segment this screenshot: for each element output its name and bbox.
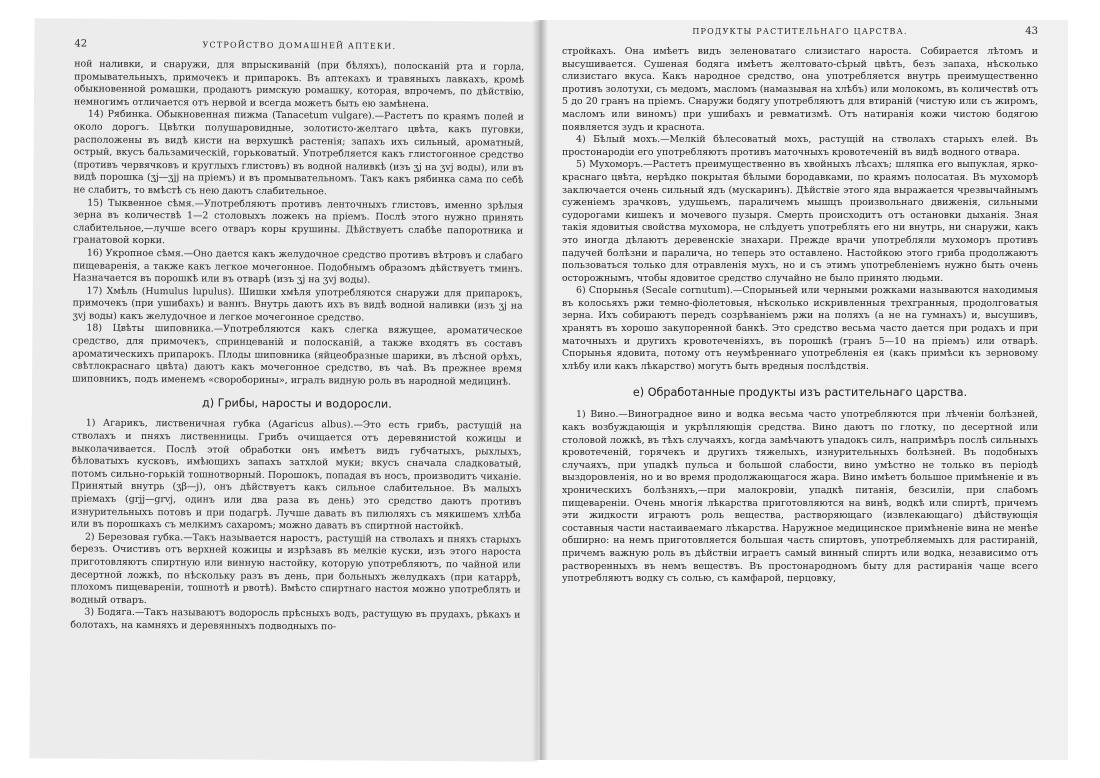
paragraph: стройкахъ. Она имѣетъ видъ зеленоватаго слизистаго нароста. Собирается лѣтомъ и высушивается. Сушеная бодяга имѣетъ желтовато-сѣрый цвѣтъ, безъ запаха, нѣсколько слизистаго вкуса. Какъ народное средство, она употребляется внутрь преимущественно противъ золотухи, съ медомъ, масломъ (намазывая на хлѣбъ) или молокомъ, въ количествѣ отъ 5 до 20 гранъ на пріемъ. Снаружи бодягу употребляютъ для втираній (чистую или съ жиромъ, масломъ или виномъ) при ушибахъ и ревматизмѣ. Отъ натиранія кожи чистою бодягою появляется зудъ и краснота.	[562, 46, 1038, 133]
running-head-title: ПРОДУКТЫ РАСТИТЕЛЬНАГО ЦАРСТВА.	[692, 27, 908, 36]
paragraph: 2) Березовая губка.—Такъ называется наростъ, растущій на стволахъ и пняхъ старыхъ березъ. Очистивъ отъ верхней кожицы и изрѣзавъ въ мелкіе куски, изъ этого нароста приготовляютъ спиртную или винную настойку, которую употребляютъ, по чайной или десертной ложкѣ, по нѣскольку разъ въ день, при больныхъ желудкахъ (при катаррѣ, плохомъ пищевареніи, тошнотѣ и рвотѣ). Вмѣсто спиртнаго настоя можно употреблять и водный отваръ.	[70, 531, 521, 606]
paragraph: 15) Тыквенное сѣмя.—Употребляютъ противъ ленточныхъ глистовъ, именно зрѣлыя зерна въ количествѣ 1—2 столовыхъ ложекъ на пріемъ. Послѣ этого нужно принять слабительное,—лучше всего отваръ коры крушины. Дѣйствуетъ слабѣе папоротника и гранатовой корки.	[73, 197, 524, 247]
paragraph: 16) Укропное сѣмя.—Оно дается какъ желудочное средство противъ вѣтровъ и слабаго пищеваренія, а также какъ легкое мочегонное. Подобнымъ образомъ дѣйствуетъ тминъ. Назначается въ порошкѣ или въ отварѣ (изъ ʒj на ʒvj воды).	[72, 247, 523, 286]
right-page	[540, 20, 1068, 760]
section-heading: д) Грибы, нароcты и водоросли.	[201, 396, 392, 412]
book-spread	[32, 20, 1068, 760]
section-heading: е) Обработанные продукты изъ растительнаго царства.	[632, 386, 968, 400]
page-body	[70, 59, 524, 636]
paragraph: 14) Рябинка. Обыкновенная пижма (Tanacetum vulgare).—Растетъ по краямъ полей и около дорогъ. Цвѣтки полушаровидные, золотисто-желтаго цвѣта, какъ пуговки, расположены въ видѣ кисти на верхушкѣ растенія; запахъ ихъ сильный, ароматный, острый, вкусъ бальзамическій, горьковатый. Употребляется какъ глистогонное средство (противъ червячковъ и круглыхъ глистовъ) въ водной наливкѣ (изъ ʒj на ʒvj воды), или въ видѣ порошка (ʒj—ʒjj на пріемъ) и въ промывательномъ. Такъ какъ рябинка сама по себѣ не слабитъ, то вмѣстѣ съ нею даютъ слабительное.	[73, 108, 524, 198]
paragraph: 1) Агарикъ, лиственичная губка (Agaricus albus).—Это есть грибъ, растущій на стволахъ и пняхъ лиственницы. Грибъ очищается отъ деревянистой кожицы и выколачивается. Послѣ этой обработки онъ имѣетъ видъ губчатыхъ, рыхлыхъ, бѣловатыхъ кусковъ, имѣющихъ запахъ затхлой муки; вкусъ сначала сладковатый, потомъ сильно-горькій тошнотворный. Порошокъ, попадая въ носъ, производитъ чиханіе. Принятый внутрь (ʒβ—j), онъ дѣйствуетъ какъ сильное слабительное. Въ малыхъ пріемахъ (grjj—grvj, одинъ или два раза въ день) это средство даютъ противъ изнурительныхъ потовъ и при подагрѣ. Лучше давать въ пилюляхъ съ мякишемъ хлѣба или въ порошкахъ съ мелкимъ сахаромъ; можно давать въ спиртной настойкѣ.	[71, 418, 522, 533]
paragraph: 5) Мухоморъ.—Растетъ преимущественно въ хвойныхъ лѣсахъ; шляпка его выпуклая, ярко-краснаго цвѣта, нерѣдко покрытая бѣлыми бородавками, по краямъ полосатая. Въ мухоморѣ заключается очень сильный ядъ (мускаринъ). Дѣйствіе этого яда выражается чрезвычайнымъ суженіемъ зрачковъ, удушьемъ, параличемъ мышцъ произвольнаго движенія, сильными судорогами кишекъ и мочевого пузыря. Смерть происходитъ отъ остановки дыханія. Зная такія ядовитыя свойства мухомора, не слѣдуетъ употреблять его ни внутрь, ни снаружи, какъ это иногда дѣлаютъ деревенскіе знахари. Прежде врачи употребляли мухоморъ противъ падучей болѣзни и паралича, но теперь это оставлено. Настойкою этого гриба продолжаютъ пользоваться только для отравленія мухъ, но и съ этимъ употребленіемъ нужно быть очень осторожнымъ, чтобы ядовитое средство случайно не было принято людьми.	[562, 159, 1038, 284]
paragraph: ной наливки, и снаружи, для впрыскиваній (при бѣляхъ), полосканій рта и горла, промывательныхъ, примочекъ и припарокъ. Въ аптекахъ и травяныхъ лавкахъ, кромѣ обыкновенной ромашки, продаютъ римскую ромашку, которая, впрочемъ, по дѣйствію, немногимъ отличается отъ нервой и всегда можетъ быть ею замѣнена.	[73, 58, 525, 110]
running-head	[74, 39, 524, 56]
paragraph: 4) Бѣлый мохъ.—Мелкій бѣлесоватый мохъ, растущій на стволахъ старыхъ елей. Въ простонародіи его употребляютъ противъ маточныхъ кровотеченій въ видѣ водного отвара.	[562, 134, 1038, 158]
page-body	[562, 46, 1038, 586]
paragraph: 6) Спорынья (Secale cornutum).—Спорыньей или черными рожками называются находимыя въ колосьяхъ ржи темно-фіолетовыя, нѣсколько искривленныя трехгранныя, продолговатыя зерна. Ихъ собираютъ передъ созрѣваніемъ ржи на поляхъ (а не на гумнахъ) и, высушивъ, хранятъ въ хорошо закупоренной банкѣ. Это средство весьма часто дается при родахъ и при маточныхъ и другихъ кровотеченіяхъ, въ порошкѣ (гранъ 5—10 на пріемъ) или отварѣ. Спорынья ядовита, потому отъ неумѣреннаго употребленія ея (какъ примѣси къ зерновому хлѣбу или какъ лѣкарство) могутъ быть вредныя послѣдствія.	[562, 285, 1038, 372]
paragraph: 18) Цвѣты шиповника.—Употребляются какъ слегка вяжущее, ароматическое средство, для примочекъ, спринцеваній и полосканій, а также входятъ въ составъ ароматическихъ припарокъ. Плоды шиповника (яйцеобразные шарики, въ лѣсной орѣхъ, свѣтлокраснаго цвѣта) даютъ какъ мочегонное средство, въ чаѣ. Въ прежнее время шиповникъ, подъ именемъ «свороборины», игралъ видную роль въ народной медицинѣ.	[72, 323, 523, 388]
page-number: 42	[74, 38, 88, 50]
paragraph: 1) Вино.—Виноградное вино и водка весьма часто употребляются при лѣченіи болѣзней, какъ возбуждающія и укрѣпляющія средства. Вино даютъ по глотку, по десертной или столовой ложкѣ, въ тѣхъ случаяхъ, когда замѣчаютъ упадокъ силъ, напримѣръ послѣ сильныхъ кровотеченій, горячекъ и другихъ тяжелыхъ, изнурительныхъ болѣзней. Въ подобныхъ случаяхъ, при упадкѣ пульса и большой слабости, вино умѣстно не только въ періодѣ выздоровленія, но и во время продолжающагося жара. Вино имѣетъ большое примѣненіе и въ хроническихъ болѣзняхъ,—при малокровіи, упадкѣ питанія, безсиліи, при слабомъ пищевареніи. Очень многія лѣкарства приготовляются на винѣ, водкѣ или спиртѣ, причемъ эти жидкости играютъ роль вещества, растворяющаго (извлекающаго) дѣйствующія составныя части настаиваемаго лѣкарства. Наружное медицинское примѣненіе вина не менѣе обширно: на немъ приготовляется большая часть спиртовъ, употребляемыхъ для растираній, причемъ важную роль въ дѣйствіи играетъ самый винный спиртъ или водка, независимо отъ растворенныхъ въ немъ веществъ. Въ простонародномъ быту для растиранія чаще всего употребляютъ водку съ солью, съ камфарой, перцовку,	[562, 409, 1038, 585]
left-page	[29, 18, 542, 762]
paragraph: 17) Хмѣль (Humulus lupulus). Шишки хмѣля употребляются снаружи для припарокъ, примочекъ (при ушибахъ) и ваннъ. Внутрь даютъ ихъ въ видѣ водной наливки (изъ ʒj на ʒvj воды) какъ желудочное и легкое мочегонное средство.	[72, 285, 523, 324]
running-head	[562, 26, 1038, 40]
page-number: 43	[1025, 26, 1038, 37]
paragraph: 3) Бодяга.—Такъ называютъ водоросль прѣсныхъ водъ, растущую въ прудахъ, рѣкахъ и болотахъ, на камняхъ и деревянныхъ подводныхъ по-	[70, 606, 521, 633]
running-head-title: УСТРОЙСТВО ДОМАШНЕЙ АПТЕКИ.	[202, 40, 397, 51]
